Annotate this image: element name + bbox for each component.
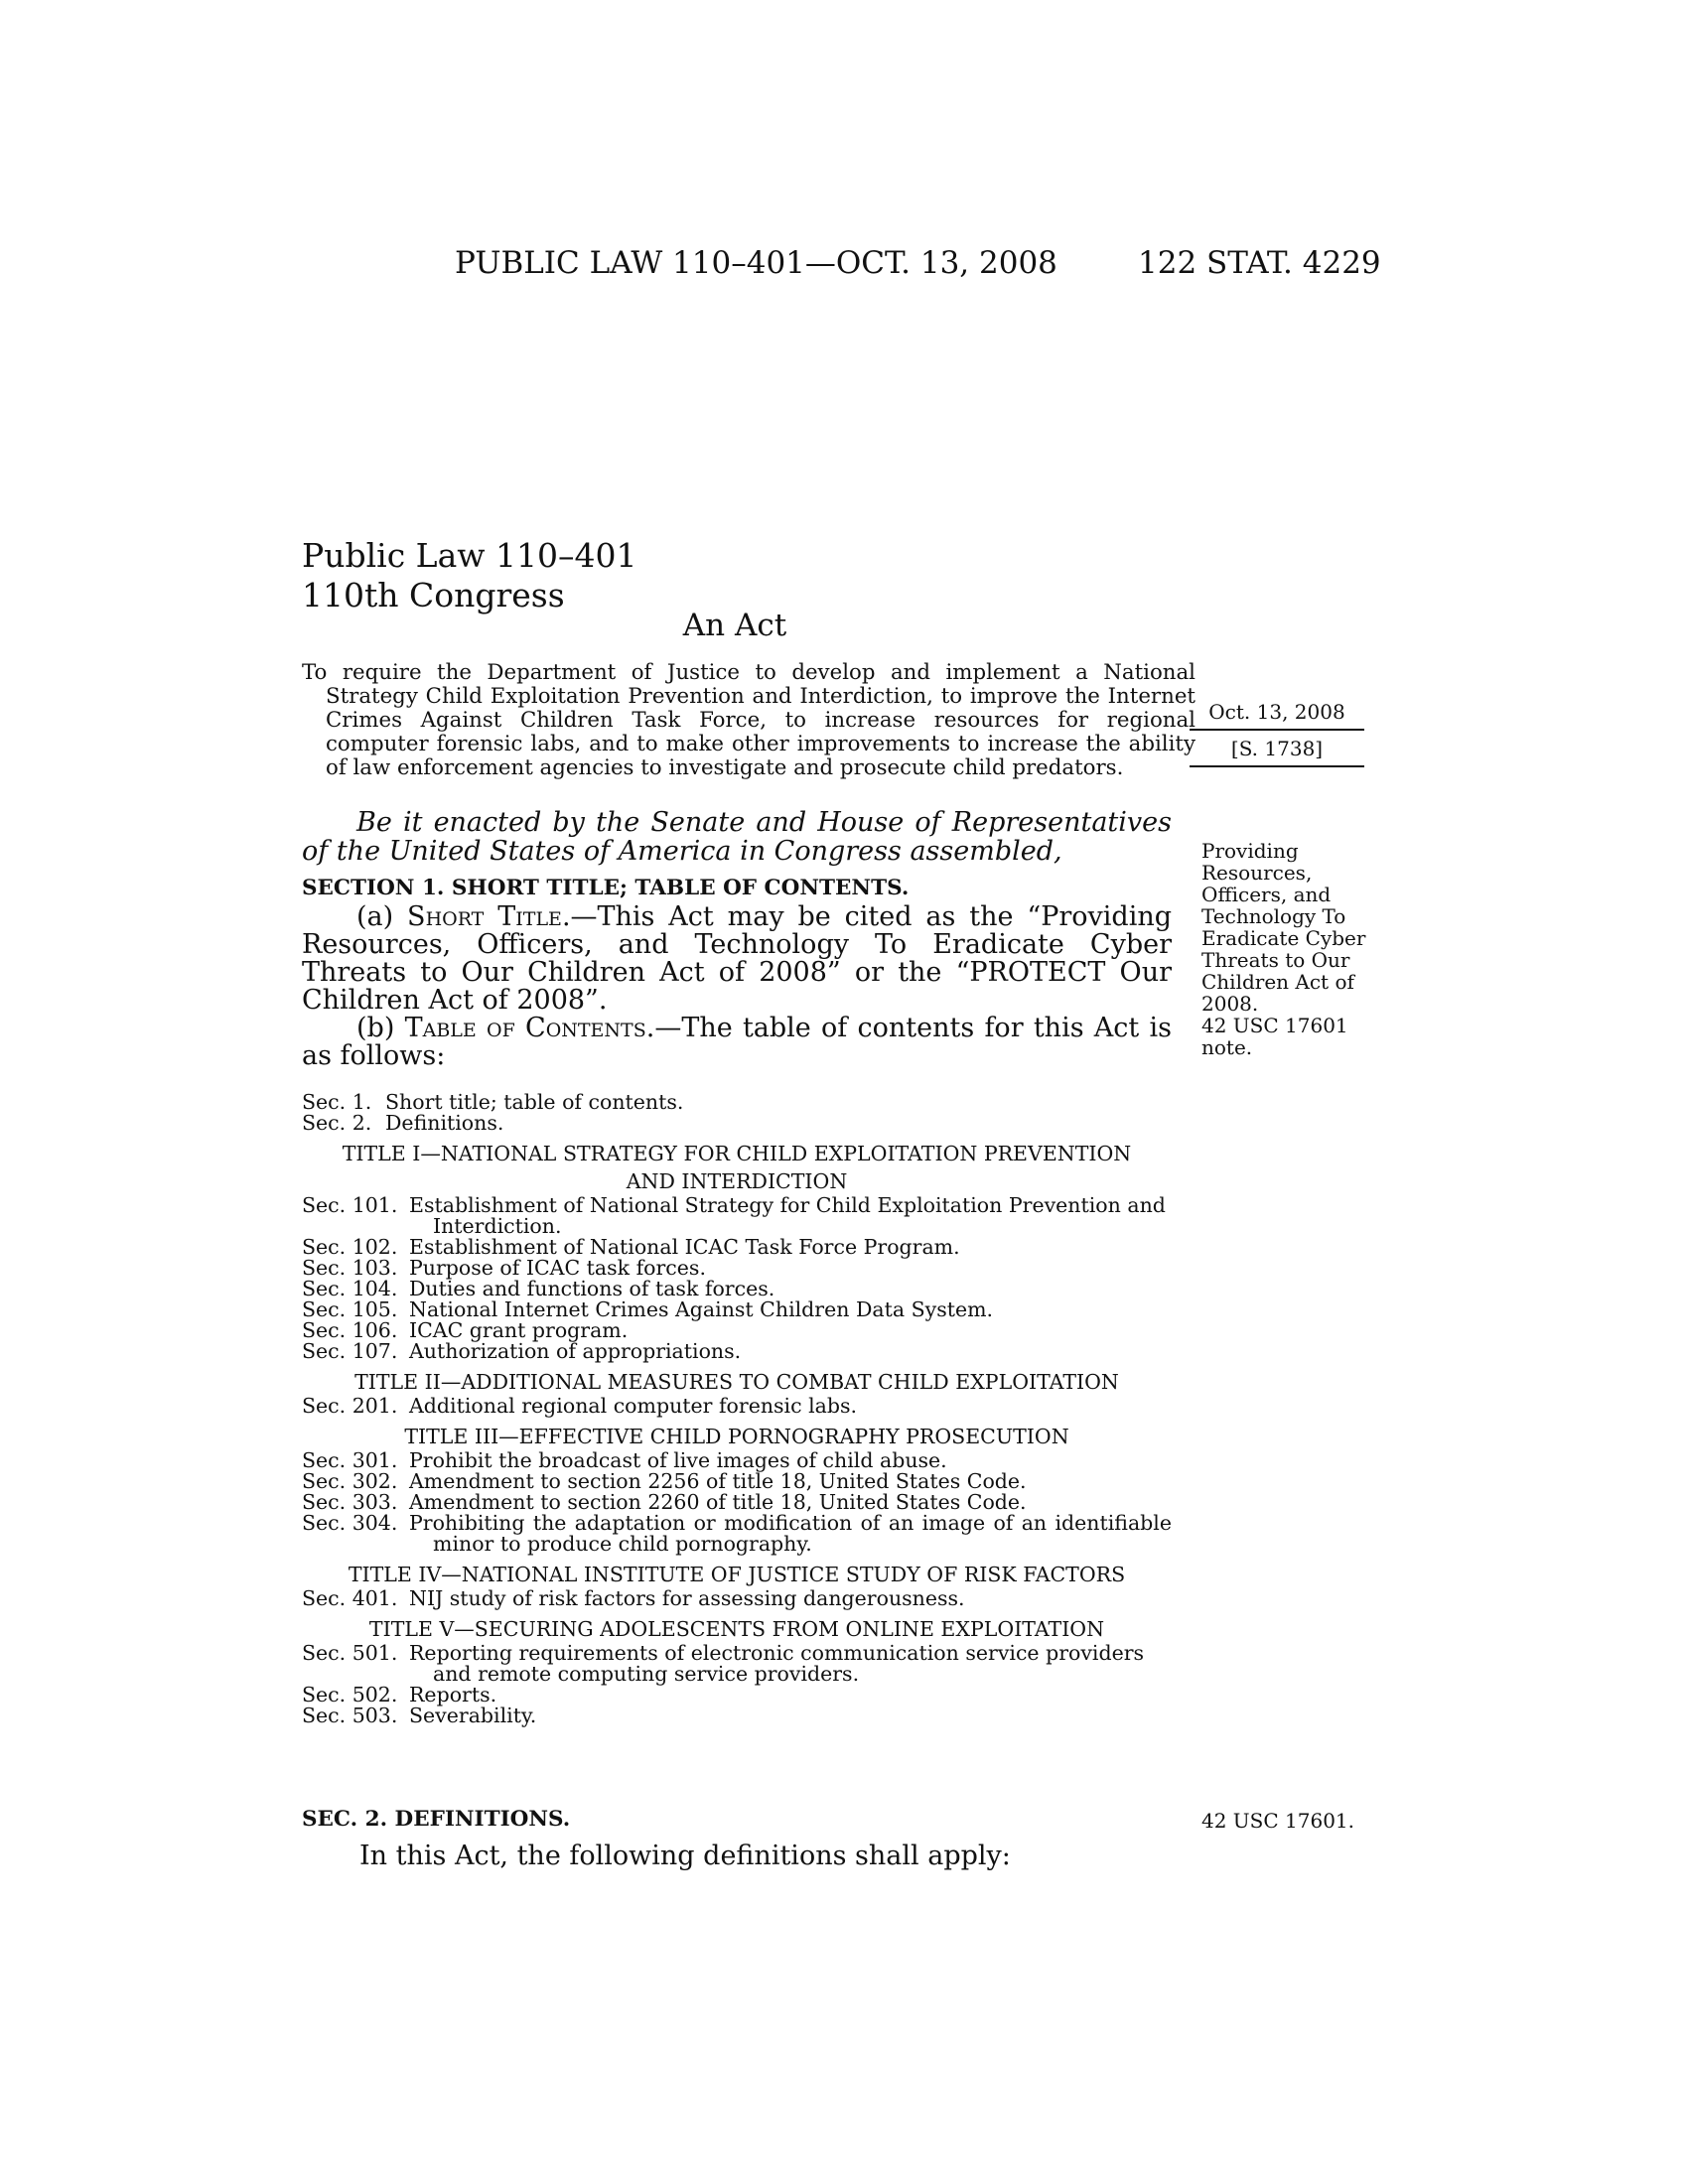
section1-heading: SECTION 1. SHORT TITLE; TABLE OF CONTENTS. (302, 876, 910, 900)
section2-heading: SEC. 2. DEFINITIONS. (302, 1807, 571, 1832)
margin-short-title-note: Providing Resources, Officers, and Technology To Eradicate Cyber Threats to Our Children Act of 2008. (1201, 839, 1366, 1016)
congress-label: 110th Congress (302, 576, 565, 614)
toc-intro (302, 1092, 1172, 1134)
toc-row: Sec. 101. Establishment of National Strategy for Child Exploitation Prevention and Interdiction. (302, 1193, 1166, 1238)
toc-row: Sec. 2. Definitions. (302, 1111, 504, 1135)
toc-row: Sec. 103. Purpose of ICAC task forces. (302, 1256, 706, 1280)
toc-row: Sec. 201. Additional regional computer forensic labs. (302, 1394, 858, 1418)
toc-row: Sec. 503. Severability. (302, 1704, 537, 1727)
law-number: Public Law 110–401 (302, 536, 637, 575)
toc-row: Sec. 104. Duties and functions of task forces. (302, 1277, 775, 1300)
subsection-b: (b) Table of Contents.—The table of contents for this Act is as follows: (302, 1013, 1172, 1071)
margin-usc-note: 42 USC 17601 note. (1201, 1014, 1348, 1059)
running-head-left: PUBLIC LAW 110–401—OCT. 13, 2008 (455, 245, 1057, 281)
enactment-date: Oct. 13, 2008 (1190, 700, 1364, 731)
bill-number: [S. 1738] (1190, 731, 1364, 767)
toc-row: Sec. 105. National Internet Crimes Against Children Data System. (302, 1297, 994, 1321)
law-title-block (302, 536, 636, 615)
toc-row: Sec. 301. Prohibit the broadcast of live images of child abuse. (302, 1448, 947, 1472)
subsection-a: (a) Short Title.—This Act may be cited as the “Providing Resources, Officers, and Technology To Eradicate Cyber Threats to Our Children Act of 2008” or the “PROTECT Our Children Act of 2008”. (302, 901, 1173, 1016)
running-head-page: 122 STAT. 4229 (1138, 245, 1381, 281)
toc-row: Sec. 302. Amendment to section 2256 of title 18, United States Code. (302, 1469, 1027, 1493)
toc-title-heading: TITLE V—SECURING ADOLESCENTS FROM ONLINE EXPLOITATION (368, 1617, 1105, 1641)
table-of-contents (302, 1092, 1172, 1726)
toc-title-heading: TITLE I—NATIONAL STRATEGY FOR CHILD EXPLOITATION PREVENTION AND INTERDICTION (342, 1142, 1132, 1193)
toc-row: Sec. 501. Reporting requirements of electronic communication service providers and remote computing service providers. (302, 1641, 1145, 1686)
toc-row: Sec. 304. Prohibiting the adaptation or modification of an image of an identifiable minor to produce child pornography. (302, 1511, 1172, 1556)
purpose-statement: To require the Department of Justice to develop and implement a National Strategy Child Exploitation Prevention and Interdiction, to improve the Internet Crimes Against Children Task Force, to increase resources for regional computer forensic labs, and to make other improvements to increase the ability of law enforcement agencies to investigate and prosecute child predators. (302, 660, 1196, 780)
definitions-intro: In this Act, the following definitions shall apply: (359, 1841, 1011, 1871)
toc-row: Sec. 102. Establishment of National ICAC Task Force Program. (302, 1235, 960, 1259)
toc-row: Sec. 401. NIJ study of risk factors for assessing dangerousness. (302, 1586, 965, 1610)
act-heading: An Act (682, 608, 787, 643)
toc-title-heading: TITLE III—EFFECTIVE CHILD PORNOGRAPHY PROSECUTION (404, 1425, 1069, 1448)
toc-title-heading: TITLE IV—NATIONAL INSTITUTE OF JUSTICE STUDY OF RISK FACTORS (348, 1563, 1126, 1586)
toc-title-heading: TITLE II—ADDITIONAL MEASURES TO COMBAT CHILD EXPLOITATION (354, 1370, 1119, 1394)
toc-row: Sec. 106. ICAC grant program. (302, 1318, 629, 1342)
toc-row: Sec. 303. Amendment to section 2260 of title 18, United States Code. (302, 1490, 1027, 1514)
margin-date-block (1190, 700, 1364, 767)
toc-row: Sec. 1. Short title; table of contents. (302, 1090, 684, 1114)
enacting-clause: Be it enacted by the Senate and House of Representatives of the United States of America in Congress assembled, (302, 807, 1172, 867)
toc-row: Sec. 502. Reports. (302, 1683, 497, 1706)
toc-row: Sec. 107. Authorization of appropriations. (302, 1339, 742, 1363)
margin-sec2-usc: 42 USC 17601. (1201, 1809, 1355, 1833)
